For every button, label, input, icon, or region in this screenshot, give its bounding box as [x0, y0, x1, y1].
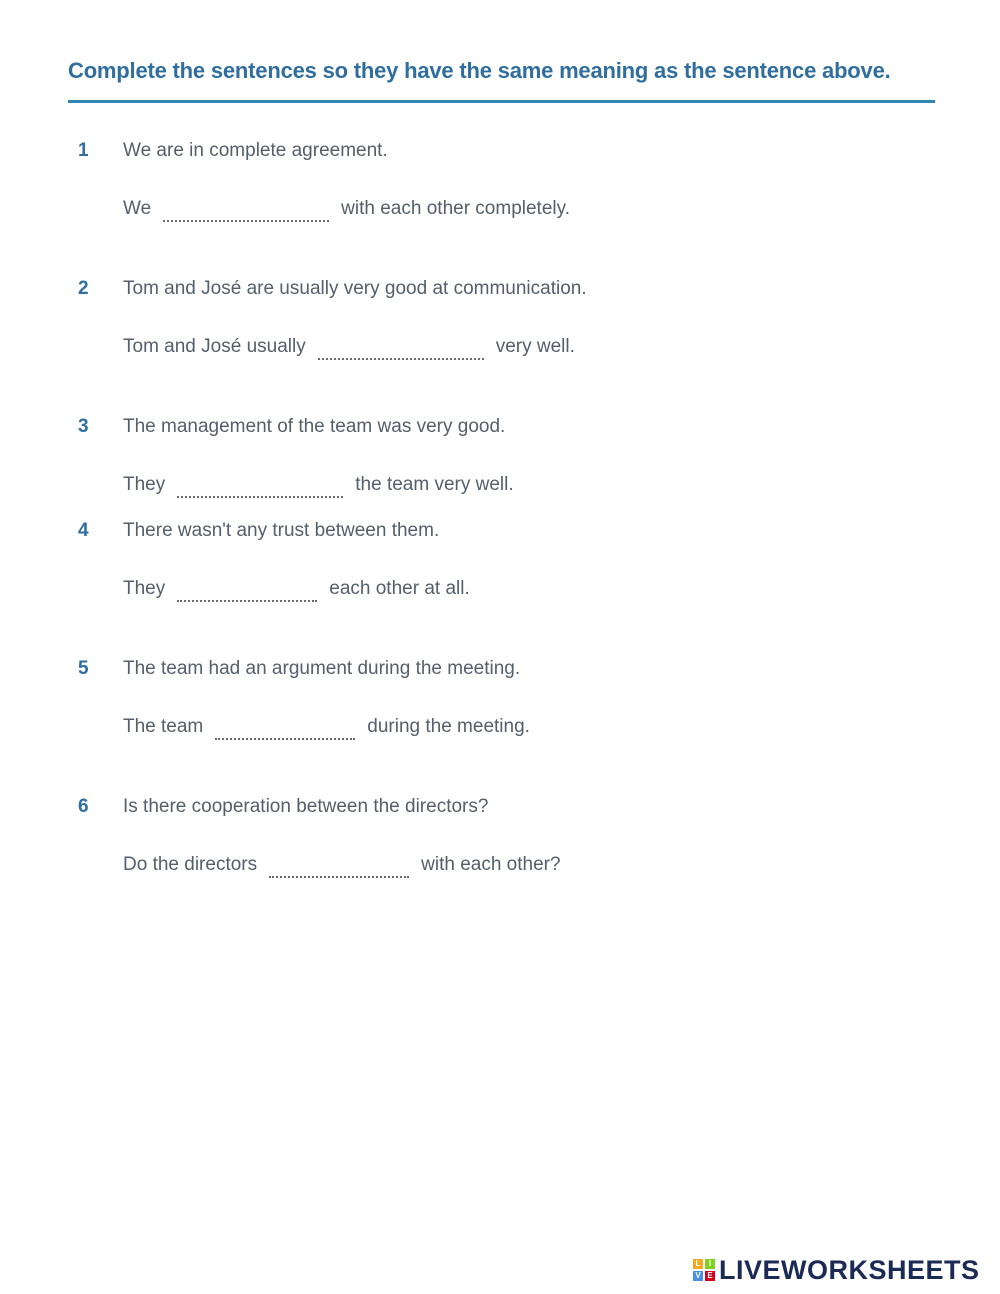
- answer-blank-1[interactable]: [163, 198, 329, 222]
- logo-square: L: [693, 1259, 703, 1269]
- gap-suffix: each other at all.: [329, 578, 470, 599]
- gap-prefix: They: [123, 474, 166, 495]
- gap-prefix: Tom and José usually: [123, 336, 306, 357]
- gap-prefix: We: [123, 198, 152, 219]
- item-number: 1: [78, 140, 89, 161]
- gap-prefix: Do the directors: [123, 854, 258, 875]
- logo-icon: [693, 1259, 715, 1281]
- item-sentence: Tom and José are usually very good at communication.: [123, 278, 587, 299]
- gap-suffix: with each other completely.: [341, 198, 570, 219]
- item-gap-line: [123, 708, 530, 738]
- answer-blank-5[interactable]: [215, 716, 355, 740]
- item-gap-line: [123, 190, 570, 220]
- item-sentence: The management of the team was very good.: [123, 416, 506, 437]
- logo-square: I: [705, 1259, 715, 1269]
- answer-blank-3[interactable]: [177, 474, 343, 498]
- answer-blank-6[interactable]: [269, 854, 409, 878]
- title-divider: [68, 100, 935, 103]
- item-number: 4: [78, 520, 89, 541]
- gap-suffix: with each other?: [421, 854, 561, 875]
- answer-blank-2[interactable]: [318, 336, 484, 360]
- page-title: Complete the sentences so they have the same meaning as the sentence above.: [68, 58, 891, 83]
- gap-suffix: the team very well.: [355, 474, 514, 495]
- item-sentence: The team had an argument during the meeting.: [123, 658, 521, 679]
- logo-text: LIVEWORKSHEETS: [719, 1254, 980, 1285]
- item-sentence: We are in complete agreement.: [123, 140, 388, 161]
- logo-square: V: [693, 1271, 703, 1281]
- item-number: 5: [78, 658, 89, 679]
- item-gap-line: [123, 570, 470, 600]
- item-sentence: There wasn't any trust between them.: [123, 520, 440, 541]
- gap-suffix: very well.: [495, 336, 575, 357]
- item-gap-line: [123, 466, 514, 496]
- item-number: 6: [78, 796, 89, 817]
- item-number: 3: [78, 416, 89, 437]
- gap-suffix: during the meeting.: [367, 716, 530, 737]
- item-gap-line: [123, 846, 561, 876]
- gap-prefix: They: [123, 578, 166, 599]
- answer-blank-4[interactable]: [177, 578, 317, 602]
- item-sentence: Is there cooperation between the directors?: [123, 796, 489, 817]
- item-number: 2: [78, 278, 89, 299]
- gap-prefix: The team: [123, 716, 204, 737]
- item-gap-line: [123, 328, 575, 358]
- liveworksheets-logo: [693, 1254, 980, 1286]
- logo-square: E: [705, 1271, 715, 1281]
